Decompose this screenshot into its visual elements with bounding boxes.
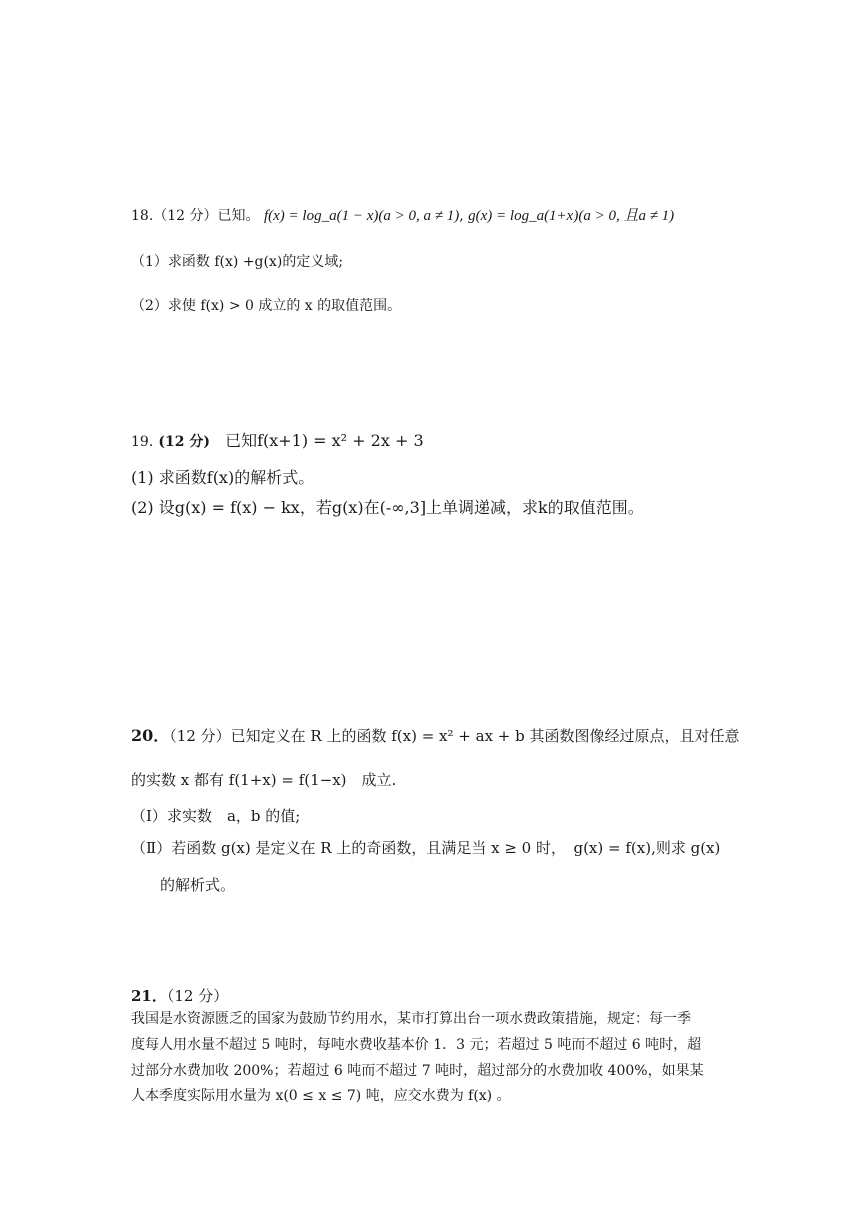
q20-part1 (131, 806, 300, 826)
q18-intro: 已知。 (217, 208, 260, 224)
q20-text2: 的实数 x 都有 f(1+x) = f(1−x) 成立. (131, 771, 397, 789)
q20-number: 20． (131, 726, 170, 745)
q19-part2 (131, 498, 644, 518)
q20-part2-cont: 的解析式。 (160, 876, 236, 894)
q19-header (131, 431, 424, 452)
q20-part2 (131, 838, 720, 858)
q19-number: 19. (131, 434, 154, 450)
q21-score: （12 分） (166, 987, 229, 1005)
q20-line1 (131, 726, 740, 746)
q20-text1: 已知定义在 R 上的函数 f(x) = x² + ax + b 其函数图像经过原点，且对任意 (230, 727, 740, 745)
q19-part1-label: (1) (131, 468, 154, 487)
q20-line2 (131, 770, 396, 790)
q21-text1: 我国是水资源匮乏的国家为鼓励节约用水，某市打算出台一项水费政策措施，规定：每一季 (131, 1011, 691, 1027)
q21-text4: 人本季度实际用水量为 x(0 ≤ x ≤ 7) 吨，应交水费为 f(x) 。 (131, 1088, 511, 1104)
q20-part2-continuation (160, 875, 235, 895)
q18-f-definition: f(x) = log_a(1 − x)(a > 0, a ≠ 1) (263, 208, 460, 224)
q18-part1 (131, 252, 343, 272)
q18-header: 18.（12 分）已知。 f(x) = log_a(1 − x)(a > 0, a ≠ 1), g(x) = log_a(1+x)(a > 0, 且a ≠ 1) (131, 208, 675, 224)
q21-number: 21． (131, 987, 167, 1005)
q21-line3 (131, 1061, 704, 1081)
q21-text2: 度每人用水量不超过 5 吨时，每吨水费收基本价 1．3 元；若超过 5 吨而不超过 6 吨时，超 (131, 1037, 702, 1053)
q19-part1 (131, 468, 314, 488)
q21-text3: 过部分水费加收 200%；若超过 6 吨而不超过 7 吨时，超过部分的水费加收 400%，如果某 (131, 1063, 704, 1079)
q19-part2-label: (2) (131, 498, 154, 517)
q18-part1-text: 求函数 f(x) +g(x)的定义域; (167, 254, 344, 270)
q19-score: (12 分) (158, 434, 210, 450)
q18-score: （12 分） (153, 208, 218, 224)
q18-g-definition: g(x) = log_a(1+x)(a > 0, 且a ≠ 1) (468, 208, 675, 224)
q20-part2-label: （Ⅱ） (131, 839, 172, 857)
q18-part2-label: （2） (131, 298, 168, 314)
q19-part1-text: 求函数f(x)的解析式。 (158, 468, 315, 487)
q20-score: （12 分） (169, 727, 231, 745)
q21-line1 (131, 1009, 691, 1029)
q18-number: 18. (131, 208, 154, 224)
q19-part2-text: 设g(x) = f(x) − kx，若g(x)在(-∞,3]上单调递减，求k的取值范围。 (158, 498, 644, 517)
q19-given: 已知f(x+1) = x² + 2x + 3 (225, 431, 424, 450)
q21-line2 (131, 1035, 701, 1055)
q21-line4 (131, 1086, 511, 1106)
q18-part2-text: 求使 f(x) > 0 成立的 x 的取值范围。 (167, 298, 402, 314)
q18-part2 (131, 296, 401, 316)
q18-part1-label: （1） (131, 254, 168, 270)
q20-part1-text: 求实数 a，b 的值; (166, 807, 301, 825)
q20-part1-label: （Ⅰ） (131, 807, 167, 825)
q20-part2-text: 若函数 g(x) 是定义在 R 上的奇函数，且满足当 x ≥ 0 时， g(x) = f(x),则求 g(x) (171, 839, 721, 857)
q21-header (131, 986, 228, 1006)
